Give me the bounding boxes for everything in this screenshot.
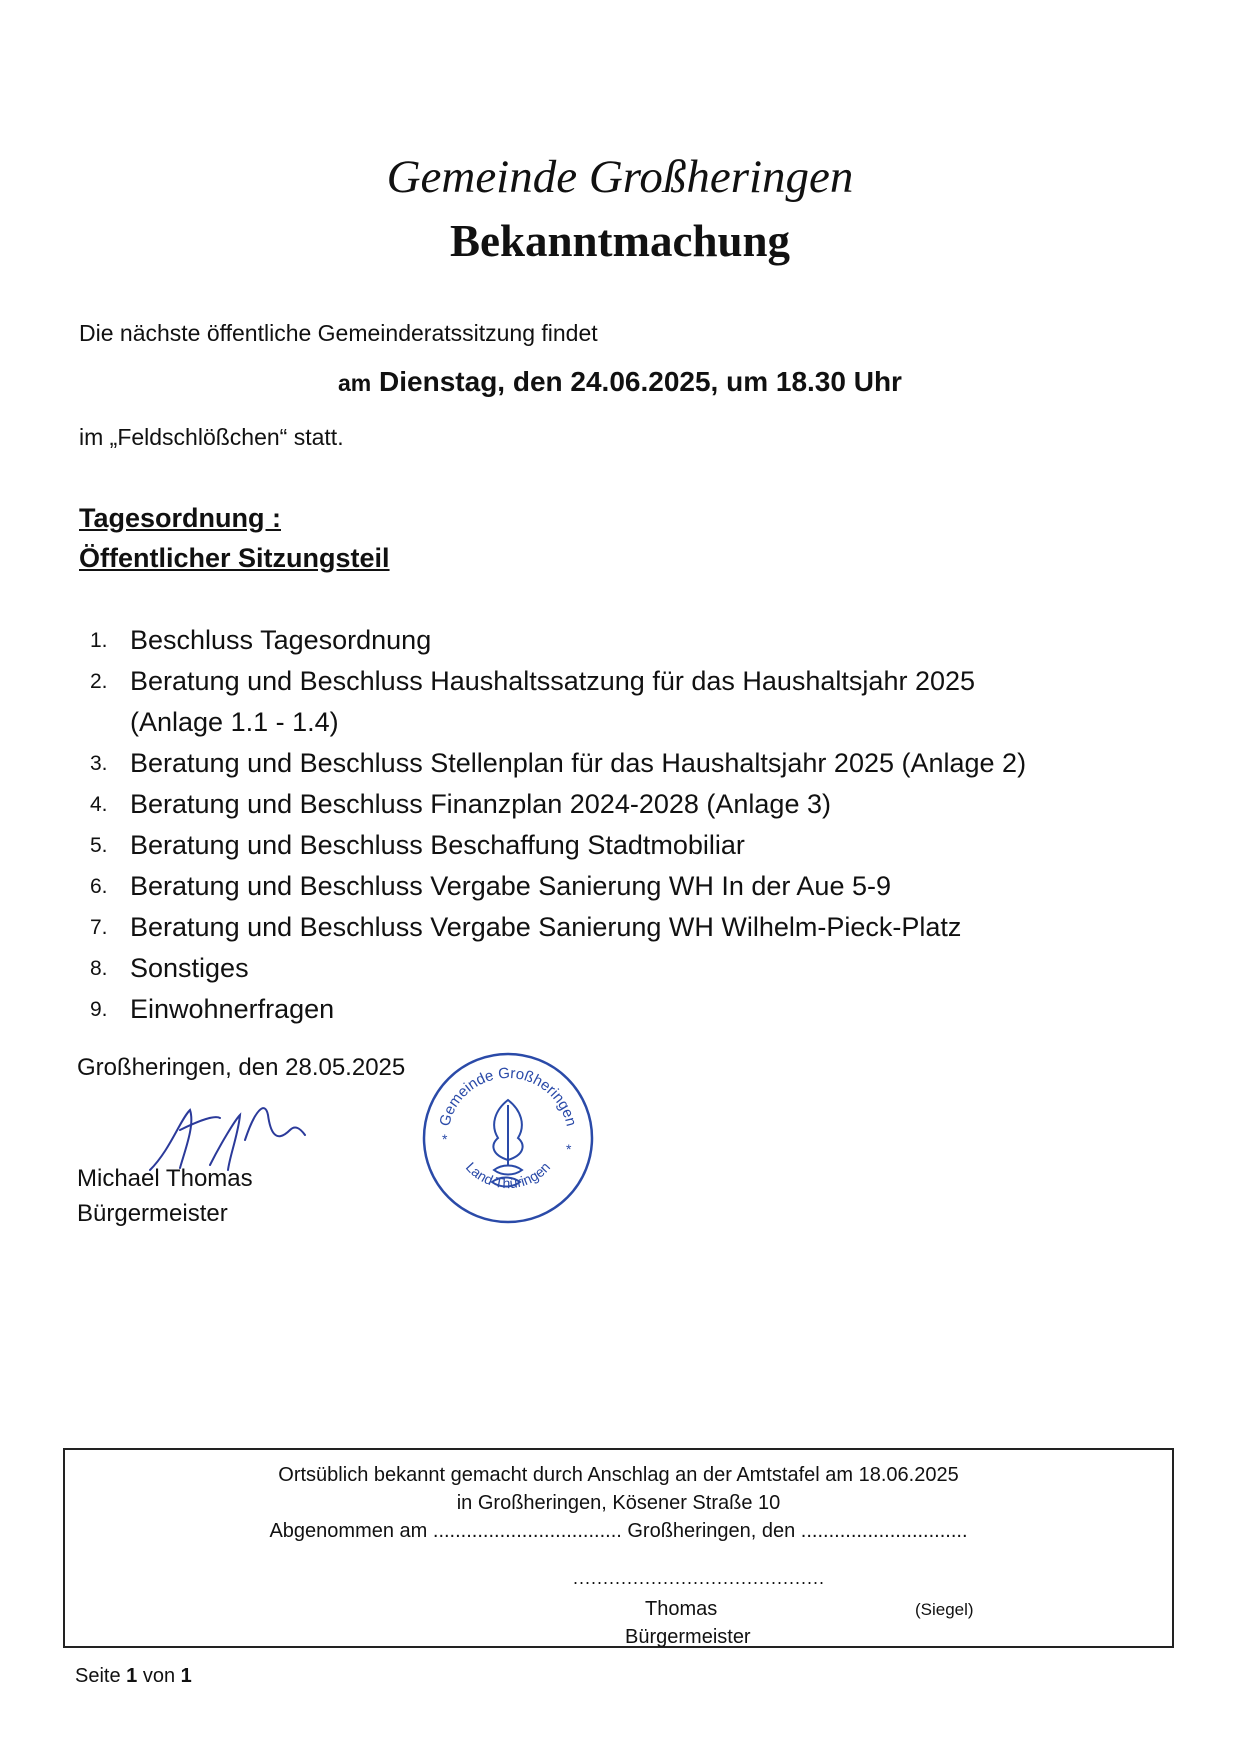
agenda-list xyxy=(90,620,1170,1030)
meeting-date-prefix: am xyxy=(338,370,372,396)
agenda-item-number: 6. xyxy=(90,875,108,898)
page-number xyxy=(75,1665,192,1688)
venue-text: im „Feldschlößchen“ statt. xyxy=(79,424,344,450)
agenda-item-number: 5. xyxy=(90,834,108,857)
signer-role: Bürgermeister xyxy=(77,1200,228,1227)
posting-seal-label: (Siegel) xyxy=(915,1600,974,1619)
agenda-item xyxy=(90,661,1170,743)
agenda-item-text: Beratung und Beschluss Vergabe Sanierung WH In der Aue 5-9 xyxy=(130,871,891,901)
agenda-item xyxy=(90,743,1170,784)
intro-text: Die nächste öffentliche Gemeinderatssitzung findet xyxy=(79,320,598,346)
agenda-item-text: Beratung und Beschluss Beschaffung Stadtmobiliar xyxy=(130,830,745,860)
agenda-item-number: 8. xyxy=(90,957,108,980)
agenda-item-number: 1. xyxy=(90,629,108,652)
agenda-item-text: Beratung und Beschluss Stellenplan für das Haushaltsjahr 2025 (Anlage 2) xyxy=(130,748,1027,778)
posting-notice-box xyxy=(63,1448,1174,1648)
agenda-heading: Tagesordnung : xyxy=(79,503,281,533)
agenda-item xyxy=(90,620,1170,661)
page-number-current: 1 xyxy=(126,1665,138,1687)
municipality-name: Gemeinde Großheringen xyxy=(386,151,854,203)
agenda-item-number: 9. xyxy=(90,998,108,1021)
agenda-item-number: 7. xyxy=(90,916,108,939)
official-seal xyxy=(420,1050,596,1226)
posting-notice-line-3: Abgenommen am .................................. Großheringen, den .............................. xyxy=(269,1520,968,1542)
agenda-item-text-cont: (Anlage 1.1 - 1.4) xyxy=(130,707,339,737)
posting-notice-line-1: Ortsüblich bekannt gemacht durch Anschlag an der Amtstafel am 18.06.2025 xyxy=(278,1464,959,1486)
signer-name: Michael Thomas xyxy=(77,1165,253,1192)
posting-signature-line: .......................................... xyxy=(573,1568,826,1588)
page-number-prefix: Seite xyxy=(75,1665,121,1687)
agenda-item xyxy=(90,866,1170,907)
seal-star-icon: * xyxy=(566,1141,572,1157)
page-number-of: von xyxy=(142,1665,176,1687)
agenda-item-text: Beratung und Beschluss Finanzplan 2024-2028 (Anlage 3) xyxy=(130,789,831,819)
posting-signer-role: Bürgermeister xyxy=(625,1626,751,1648)
place-date: Großheringen, den 28.05.2025 xyxy=(77,1054,406,1081)
seal-star-icon: * xyxy=(442,1131,448,1147)
agenda-heading-block xyxy=(79,498,390,578)
agenda-item-text-main: Beratung und Beschluss Haushaltssatzung für das Haushaltsjahr 2025 xyxy=(130,666,976,696)
posting-notice-line-2: in Großheringen, Kösener Straße 10 xyxy=(456,1492,781,1514)
agenda-item-text: Beratung und Beschluss Vergabe Sanierung WH Wilhelm-Pieck-Platz xyxy=(130,912,962,942)
agenda-item-text: Sonstiges xyxy=(130,953,249,983)
agenda-item xyxy=(90,907,1170,948)
agenda-item xyxy=(90,948,1170,989)
agenda-item-text: Einwohnerfragen xyxy=(130,994,335,1024)
seal-top-text: Gemeinde Großheringen xyxy=(436,1064,580,1129)
document-title: Bekanntmachung xyxy=(449,216,791,266)
page-number-total: 1 xyxy=(180,1665,192,1687)
agenda-subheading: Öffentlicher Sitzungsteil xyxy=(79,543,390,573)
agenda-item xyxy=(90,825,1170,866)
meeting-date: Dienstag, den 24.06.2025, um 18.30 Uhr xyxy=(379,366,902,397)
agenda-item-text xyxy=(130,661,1170,743)
agenda-item-number: 2. xyxy=(90,670,108,693)
agenda-item xyxy=(90,989,1170,1030)
seal-emblem-icon xyxy=(492,1100,523,1187)
agenda-item-number: 3. xyxy=(90,752,108,775)
agenda-item-number: 4. xyxy=(90,793,108,816)
agenda-item-text: Beschluss Tagesordnung xyxy=(130,625,432,655)
meeting-date-line xyxy=(0,366,1240,398)
posting-signer-name: Thomas xyxy=(645,1598,718,1620)
seal-bottom-text: Land Thüringen xyxy=(462,1158,554,1192)
agenda-item xyxy=(90,784,1170,825)
